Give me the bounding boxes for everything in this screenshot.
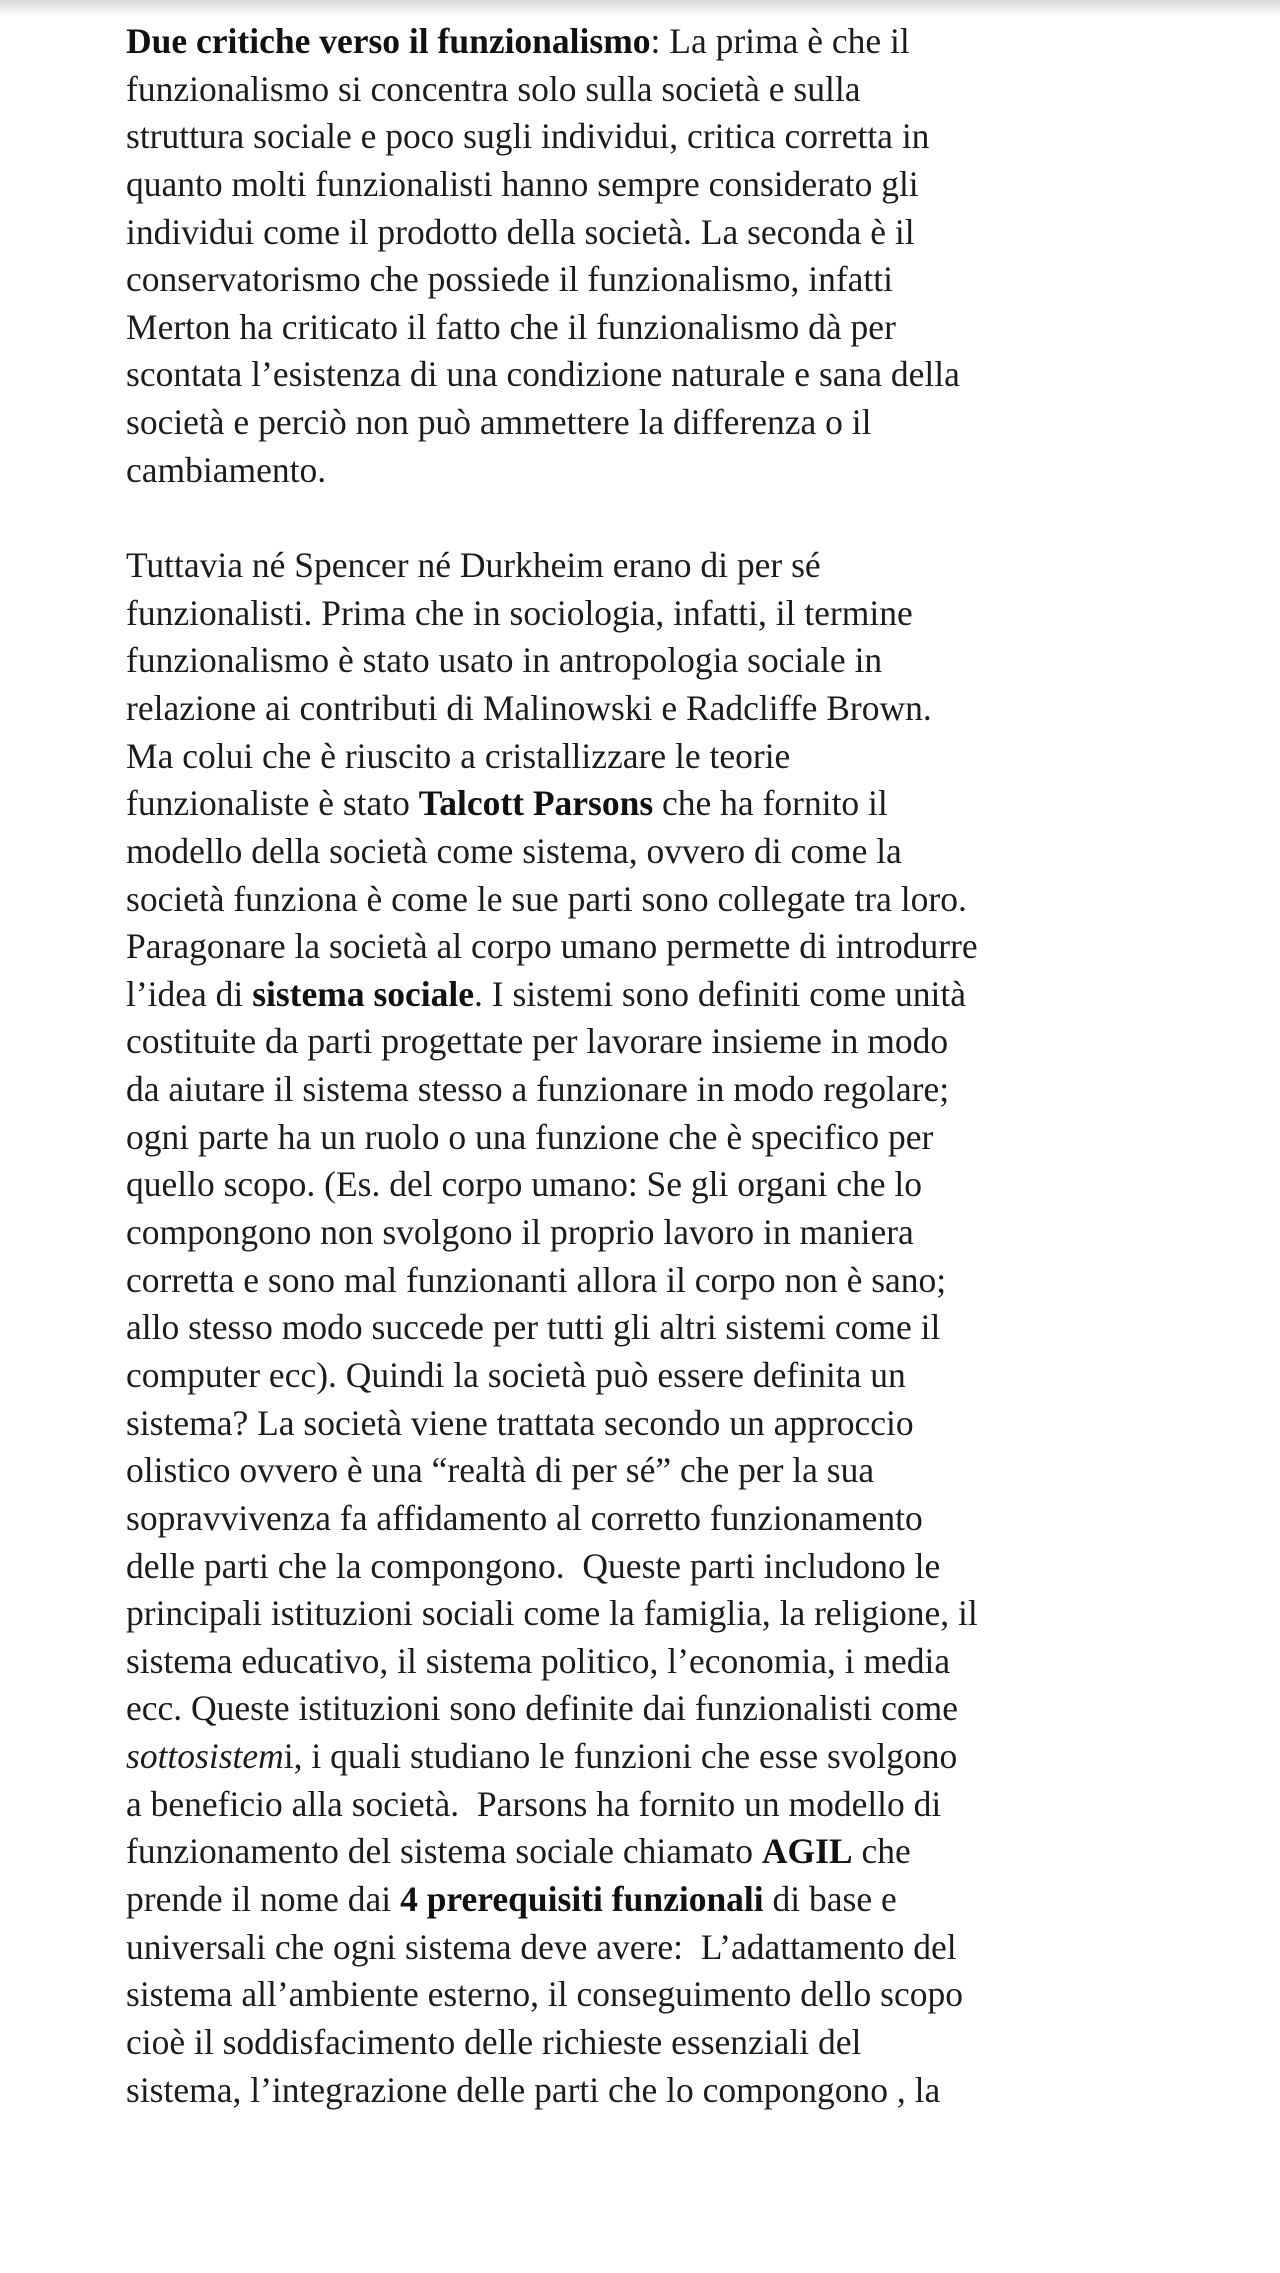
text-run: delle parti che la compongono. Queste parti includono le: [126, 1545, 941, 1586]
text-run: olistico ovvero è una “realtà di per sé” che per la sua: [126, 1450, 875, 1491]
text-line: [126, 1257, 1266, 1305]
text-run: che ha fornito il: [653, 783, 888, 824]
text-line: [126, 1781, 1266, 1829]
paragraph-2: [126, 542, 1266, 2114]
text-line: [126, 1971, 1266, 2019]
text-run: sistema all’ambiente esterno, il conseguimento dello scopo: [126, 1974, 963, 2015]
text-line: [126, 828, 1266, 876]
text-run: ogni parte ha un ruolo o una funzione che è specifico per: [126, 1116, 934, 1157]
text-run: a beneficio alla società. Parsons ha fornito un modello di: [126, 1783, 942, 1824]
text-run: cioè il soddisfacimento delle richieste essenziali del: [126, 2021, 862, 2062]
text-line: [126, 1924, 1266, 1972]
text-run: cambiamento.: [126, 449, 327, 490]
text-run: modello della società come sistema, ovvero di come la: [126, 830, 902, 871]
text-run: compongono non svolgono il proprio lavoro in maniera: [126, 1212, 914, 1253]
text-line: [126, 256, 1266, 304]
text-line: [126, 399, 1266, 447]
bold-term: sistema sociale: [252, 973, 475, 1014]
text-line: [126, 590, 1266, 638]
text-run: sopravvivenza fa affidamento al corretto funzionamento: [126, 1497, 923, 1538]
text-run: . I sistemi sono definiti come unità: [474, 973, 967, 1014]
text-line: [126, 923, 1266, 971]
text-run: scontata l’esistenza di una condizione naturale e sana della: [126, 354, 960, 395]
text-line: [126, 1685, 1266, 1733]
text-run: quanto molti funzionalisti hanno sempre considerato gli: [126, 163, 919, 204]
text-run: funzionalismo si concentra solo sulla società e sulla: [126, 68, 861, 109]
paragraph-1: [126, 18, 1266, 494]
text-line: [126, 1638, 1266, 1686]
text-line: [126, 971, 1266, 1019]
text-run: allo stesso modo succede per tutti gli altri sistemi come il: [126, 1307, 941, 1348]
text-line: [126, 1114, 1266, 1162]
text-line: [126, 1304, 1266, 1352]
text-line: [126, 1733, 1266, 1781]
text-run: Merton ha criticato il fatto che il funzionalismo dà per: [126, 306, 896, 347]
text-line: [126, 2067, 1266, 2115]
text-run: quello scopo. (Es. del corpo umano: Se gli organi che lo: [126, 1164, 922, 1205]
text-run: funzionaliste è stato: [126, 783, 419, 824]
text-run: Tuttavia né Spencer né Durkheim erano di per sé: [126, 545, 821, 586]
text-line: [126, 1447, 1266, 1495]
text-line: [126, 1543, 1266, 1591]
text-line: [126, 1209, 1266, 1257]
text-line: [126, 1352, 1266, 1400]
text-run: individui come il prodotto della società. La seconda è il: [126, 211, 915, 252]
text-line: [126, 18, 1266, 66]
text-run: corretta e sono mal funzionanti allora il corpo non è sano;: [126, 1259, 947, 1300]
text-run: prende il nome dai: [126, 1878, 401, 1919]
text-line: [126, 1495, 1266, 1543]
text-run: sistema? La società viene trattata secondo un approccio: [126, 1402, 914, 1443]
text-run: sistema educativo, il sistema politico, l’economia, i media: [126, 1640, 951, 1681]
text-line: [126, 685, 1266, 733]
text-run: conservatorismo che possiede il funzionalismo, infatti: [126, 259, 894, 300]
bold-term: Due critiche verso il funzionalismo: [126, 21, 651, 61]
text-run: costituite da parti progettate per lavorare insieme in modo: [126, 1021, 949, 1062]
text-line: [126, 733, 1266, 781]
text-line: [126, 1828, 1266, 1876]
text-run: società e perciò non può ammettere la differenza o il: [126, 402, 872, 443]
text-run: computer ecc). Quindi la società può essere definita un: [126, 1354, 906, 1395]
text-run: l’idea di: [126, 973, 253, 1014]
text-run: che: [852, 1831, 911, 1872]
text-line: [126, 1018, 1266, 1066]
text-line: [126, 876, 1266, 924]
text-line: [126, 351, 1266, 399]
top-edge-shadow: [0, 0, 1280, 16]
bold-term: Talcott Parsons: [418, 783, 654, 824]
text-run: da aiutare il sistema stesso a funzionare in modo regolare;: [126, 1069, 950, 1110]
text-run: relazione ai contributi di Malinowski e Radcliffe Brown.: [126, 687, 932, 728]
document-page: [126, 18, 1266, 2114]
text-line: [126, 1400, 1266, 1448]
text-line: [126, 1590, 1266, 1638]
text-line: [126, 2019, 1266, 2067]
text-line: [126, 780, 1266, 828]
text-line: [126, 1066, 1266, 1114]
text-run: funzionalisti. Prima che in sociologia, infatti, il termine: [126, 592, 913, 633]
paragraph-gap: [126, 494, 1266, 542]
italic-term: sottosistem: [126, 1736, 284, 1777]
text-run: società funziona è come le sue parti sono collegate tra loro.: [126, 878, 967, 919]
text-line: [126, 1876, 1266, 1924]
text-run: struttura sociale e poco sugli individui, critica corretta in: [126, 116, 930, 157]
text-run: sistema, l’integrazione delle parti che lo compongono , la: [126, 2069, 941, 2110]
text-run: Ma colui che è riuscito a cristallizzare le teorie: [126, 735, 791, 776]
bold-term: AGIL: [761, 1831, 853, 1872]
text-line: [126, 161, 1266, 209]
text-run: di base e: [763, 1878, 897, 1919]
text-line: [126, 637, 1266, 685]
text-line: [126, 113, 1266, 161]
text-run: funzionalismo è stato usato in antropologia sociale in: [126, 640, 883, 681]
text-run: universali che ogni sistema deve avere: L’adattamento del: [126, 1926, 957, 1967]
text-run: i, i quali studiano le funzioni che esse svolgono: [283, 1736, 958, 1777]
text-run: Paragonare la società al corpo umano permette di introdurre: [126, 926, 978, 967]
text-run: ecc. Queste istituzioni sono definite dai funzionalisti come: [126, 1688, 959, 1729]
text-run: funzionamento del sistema sociale chiamato: [126, 1831, 762, 1872]
text-run: : La prima è che il: [650, 21, 910, 61]
text-line: [126, 542, 1266, 590]
text-run: principali istituzioni sociali come la famiglia, la religione, il: [126, 1593, 978, 1634]
text-line: [126, 447, 1266, 495]
text-line: [126, 209, 1266, 257]
text-line: [126, 1161, 1266, 1209]
bold-term: 4 prerequisiti funzionali: [400, 1878, 764, 1919]
text-line: [126, 66, 1266, 114]
text-line: [126, 304, 1266, 352]
